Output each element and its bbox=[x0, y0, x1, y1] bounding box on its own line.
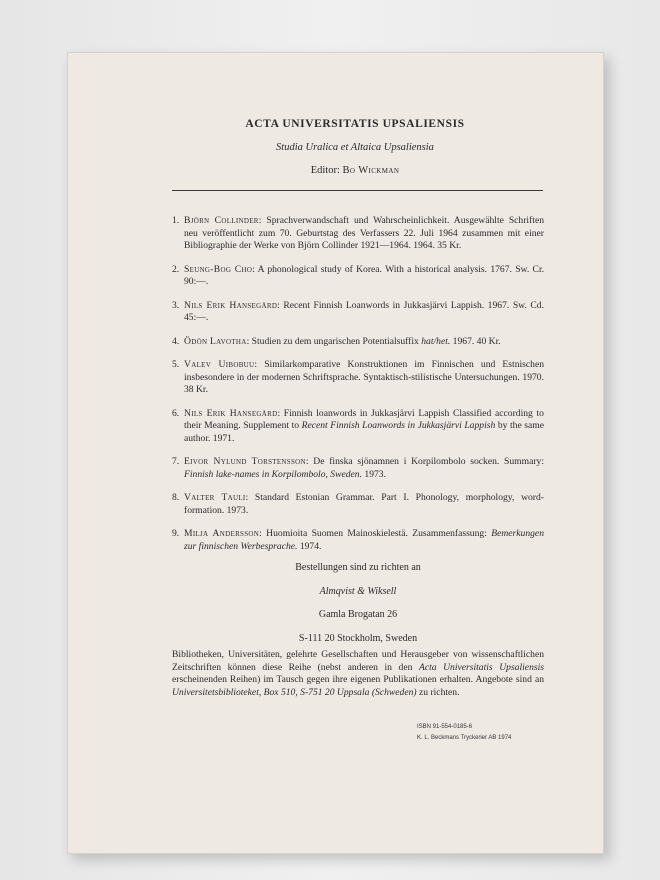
item-author: Nils Erik Hansegård bbox=[184, 299, 278, 311]
item-text: : Huomioita Suomen Mainoskielestä. Zusammenfassung: bbox=[259, 528, 492, 540]
item-text: : Finnish loanwords in Jukkasjärvi Lappish Classified according to their Meaning. Supplement to bbox=[184, 407, 544, 432]
item-text: : Standard Estonian Grammar. Part I. Phonology, morphology, word-formation. 1973. bbox=[184, 492, 544, 516]
editor-name: Bo Wickman bbox=[342, 165, 400, 176]
editor-line bbox=[160, 165, 550, 176]
list-item bbox=[172, 492, 544, 517]
item-text: : Sprachverwandschaft und Wahrscheinlichkeit. Ausgewählte Schriften neu veröffentlicht zum 70. Geburtstag des Verfassers 22. Juli 1964 zusammen mit einer Bibliographie der Werke von Björn Collinder 1921—1964. 1964. 35 Kr. bbox=[184, 215, 544, 252]
item-number: 9. bbox=[172, 528, 180, 540]
publisher-city: S-111 20 Stockholm, Sweden bbox=[298, 632, 418, 644]
item-author: Björn Collinder bbox=[184, 215, 259, 226]
item-number: 6. bbox=[172, 407, 180, 419]
note-italic: Universitetsbiblioteket, Box 510, S-751 20 Uppsala (Schweden) bbox=[172, 686, 417, 698]
isbn-number: ISBN 91-554-0185-6 bbox=[417, 724, 473, 730]
item-italic-text: Bemerkungen zur finnischen Werbesprache. bbox=[184, 528, 544, 552]
item-author: Seung-Bog Cho bbox=[184, 263, 253, 275]
order-intro: Bestellungen sind zu richten an bbox=[295, 562, 421, 573]
item-text-after: 1973. bbox=[362, 468, 386, 480]
item-text: : Recent Finnish Loanwords in Jukkasjärvi Lappish. 1967. Sw. Cd. 45:—. bbox=[184, 299, 544, 324]
publication-list bbox=[172, 215, 544, 564]
list-item bbox=[172, 264, 544, 289]
list-item bbox=[172, 359, 544, 397]
item-number: 5. bbox=[172, 358, 180, 370]
item-text: : Similarkomparative Konstruktionen im Finnischen und Estnischen insbesondere in der modernen Schriftsprache. Syntaktisch-stilistische Untersuchungen. 1970. 38 Kr. bbox=[184, 358, 544, 396]
item-text: : Studien zu dem ungarischen Potentialsuffix bbox=[246, 335, 422, 347]
item-italic-text: Finnish lake-names in Korpilombolo, Sweden. bbox=[184, 468, 362, 480]
header-divider bbox=[172, 190, 543, 191]
note-italic: Acta Universitatis Upsaliensis bbox=[418, 661, 544, 673]
item-number: 3. bbox=[172, 299, 180, 311]
publisher-street: Gamla Brogatan 26 bbox=[318, 609, 398, 620]
item-author: Eivor Nylund Torstensson bbox=[184, 456, 306, 468]
item-author: Ödön Lavotha bbox=[184, 335, 247, 347]
item-italic-text: Recent Finnish Loanwords in Jukkasjärvi Lappish bbox=[301, 420, 496, 432]
item-text-after: by the same author. 1971. bbox=[184, 420, 544, 444]
item-number: 8. bbox=[172, 492, 180, 504]
item-number: 1. bbox=[172, 215, 180, 226]
list-item bbox=[172, 215, 544, 253]
order-address-block bbox=[172, 561, 544, 655]
cover-header bbox=[160, 118, 550, 176]
series-title: ACTA UNIVERSITATIS UPSALIENSIS bbox=[245, 118, 465, 130]
imprint-block bbox=[417, 722, 511, 744]
item-author: Nils Erik Hansegård bbox=[184, 407, 278, 419]
list-item bbox=[172, 528, 544, 553]
item-author: Valev Uibobuu bbox=[184, 358, 255, 370]
list-item bbox=[172, 300, 544, 325]
exchange-note bbox=[172, 649, 544, 699]
publisher-name: Almqvist & Wiksell bbox=[319, 585, 397, 597]
item-text-after: 1974. bbox=[297, 540, 322, 552]
item-text: : De finska sjönamnen i Korpilombolo socken. Summary: bbox=[305, 456, 544, 468]
item-number: 4. bbox=[172, 335, 180, 347]
item-number: 7. bbox=[172, 456, 180, 468]
note-text: zu richten. bbox=[416, 686, 460, 698]
item-text: : A phonological study of Korea. With a historical analysis. 1767. Sw. Cr. 90:—. bbox=[184, 263, 545, 288]
note-text: erscheinenden Reihen) im Tausch gegen ihre eigenen Publikationen erhalten. Angebote sind an bbox=[172, 674, 544, 686]
item-text-after: 1967. 40 Kr. bbox=[450, 335, 501, 347]
item-author: Valter Tauli bbox=[184, 492, 246, 504]
list-item bbox=[172, 456, 544, 481]
list-item bbox=[172, 408, 544, 446]
editor-label: Editor: bbox=[310, 165, 343, 176]
list-item bbox=[172, 336, 544, 349]
item-italic-text: hat/het. bbox=[421, 335, 451, 347]
item-number: 2. bbox=[172, 263, 180, 275]
note-text: Bibliotheken, Universitäten, gelehrte Gesellschaften und Herausgeber von wissenschaftlichen Zeitschriften können diese Reihe (nebst anderen in den bbox=[172, 649, 544, 673]
printer-line: K. L. Beckmans Tryckerier AB 1974 bbox=[417, 735, 512, 741]
item-author: Milja Andersson bbox=[184, 528, 260, 540]
subseries-title: Studia Uralica et Altaica Upsaliensia bbox=[276, 142, 434, 153]
